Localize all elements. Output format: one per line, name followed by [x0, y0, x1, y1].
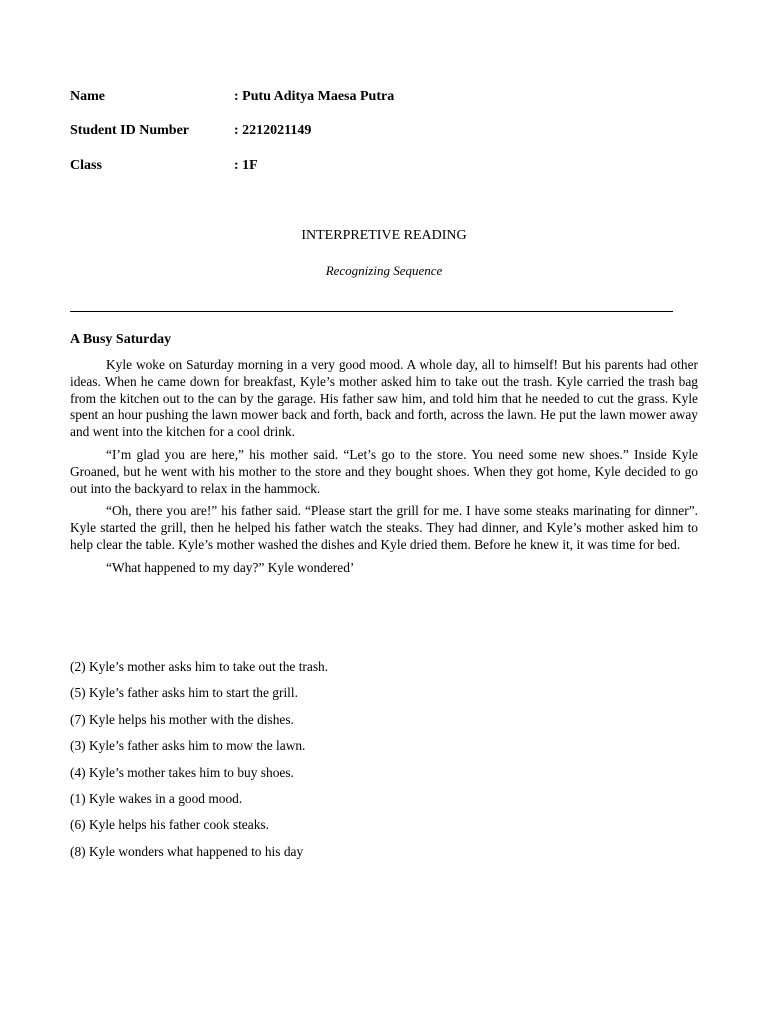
- section-divider: [70, 311, 673, 312]
- name-value: : Putu Aditya Maesa Putra: [234, 89, 395, 104]
- sequence-item: (1) Kyle wakes in a good mood.: [70, 790, 243, 806]
- sequence-item: (3) Kyle’s father asks him to mow the lawn.: [70, 738, 306, 754]
- story-paragraph: “I’m glad you are here,” his mother said. “Let’s go to the store. You need some new shoes.” Inside Kyle Groaned, but he went with his mother to the store and they bought shoes. When they got home, Kyle decided to go out into the backyard to relax in the hammock.: [70, 446, 698, 496]
- sequence-item: (8) Kyle wonders what happened to his day: [70, 843, 304, 859]
- story-body: [70, 357, 698, 583]
- class-label: Class: [70, 158, 102, 173]
- sequence-item: (6) Kyle helps his father cook steaks.: [70, 817, 269, 833]
- student-id-value: : 2212021149: [234, 123, 312, 138]
- document-title: INTERPRETIVE READING: [301, 228, 467, 243]
- sequence-item: (2) Kyle’s mother asks him to take out the trash.: [70, 659, 329, 674]
- student-id-label: Student ID Number: [70, 123, 190, 138]
- sequence-item: (4) Kyle’s mother takes him to buy shoes.: [70, 764, 294, 780]
- story-paragraph: Kyle woke on Saturday morning in a very good mood. A whole day, all to himself! But his parents had other ideas. When he came down for breakfast, Kyle’s mother asked him to take out the trash. Kyle carried the trash bag from the kitchen out to the can by the garage. His father saw him, and told him that he needed to cut the grass. Kyle spent an hour pushing the lawn mower back and forth, back and forth, across the lawn. He put the lawn mower away and went into the kitchen for a cool drink.: [70, 357, 698, 440]
- document-subtitle: Recognizing Sequence: [325, 263, 443, 278]
- story-title: A Busy Saturday: [70, 332, 172, 347]
- story-paragraph: “Oh, there you are!” his father said. “Please start the grill for me. I have some steaks marinating for dinner”. Kyle started the grill, then he helped his father watch the steaks. They had dinner, and Kyle’s mother asked him to help clear the table. Kyle’s mother washed the dishes and Kyle dried them. Before he knew it, it was time for bed.: [70, 503, 698, 552]
- sequence-item: (5) Kyle’s father asks him to start the grill.: [70, 685, 298, 701]
- class-value: : 1F: [234, 158, 258, 173]
- sequence-list: [70, 658, 328, 869]
- name-label: Name: [70, 89, 105, 104]
- story-paragraph: “What happened to my day?” Kyle wondered’: [106, 559, 355, 575]
- sequence-item: (7) Kyle helps his mother with the dishes.: [70, 711, 294, 727]
